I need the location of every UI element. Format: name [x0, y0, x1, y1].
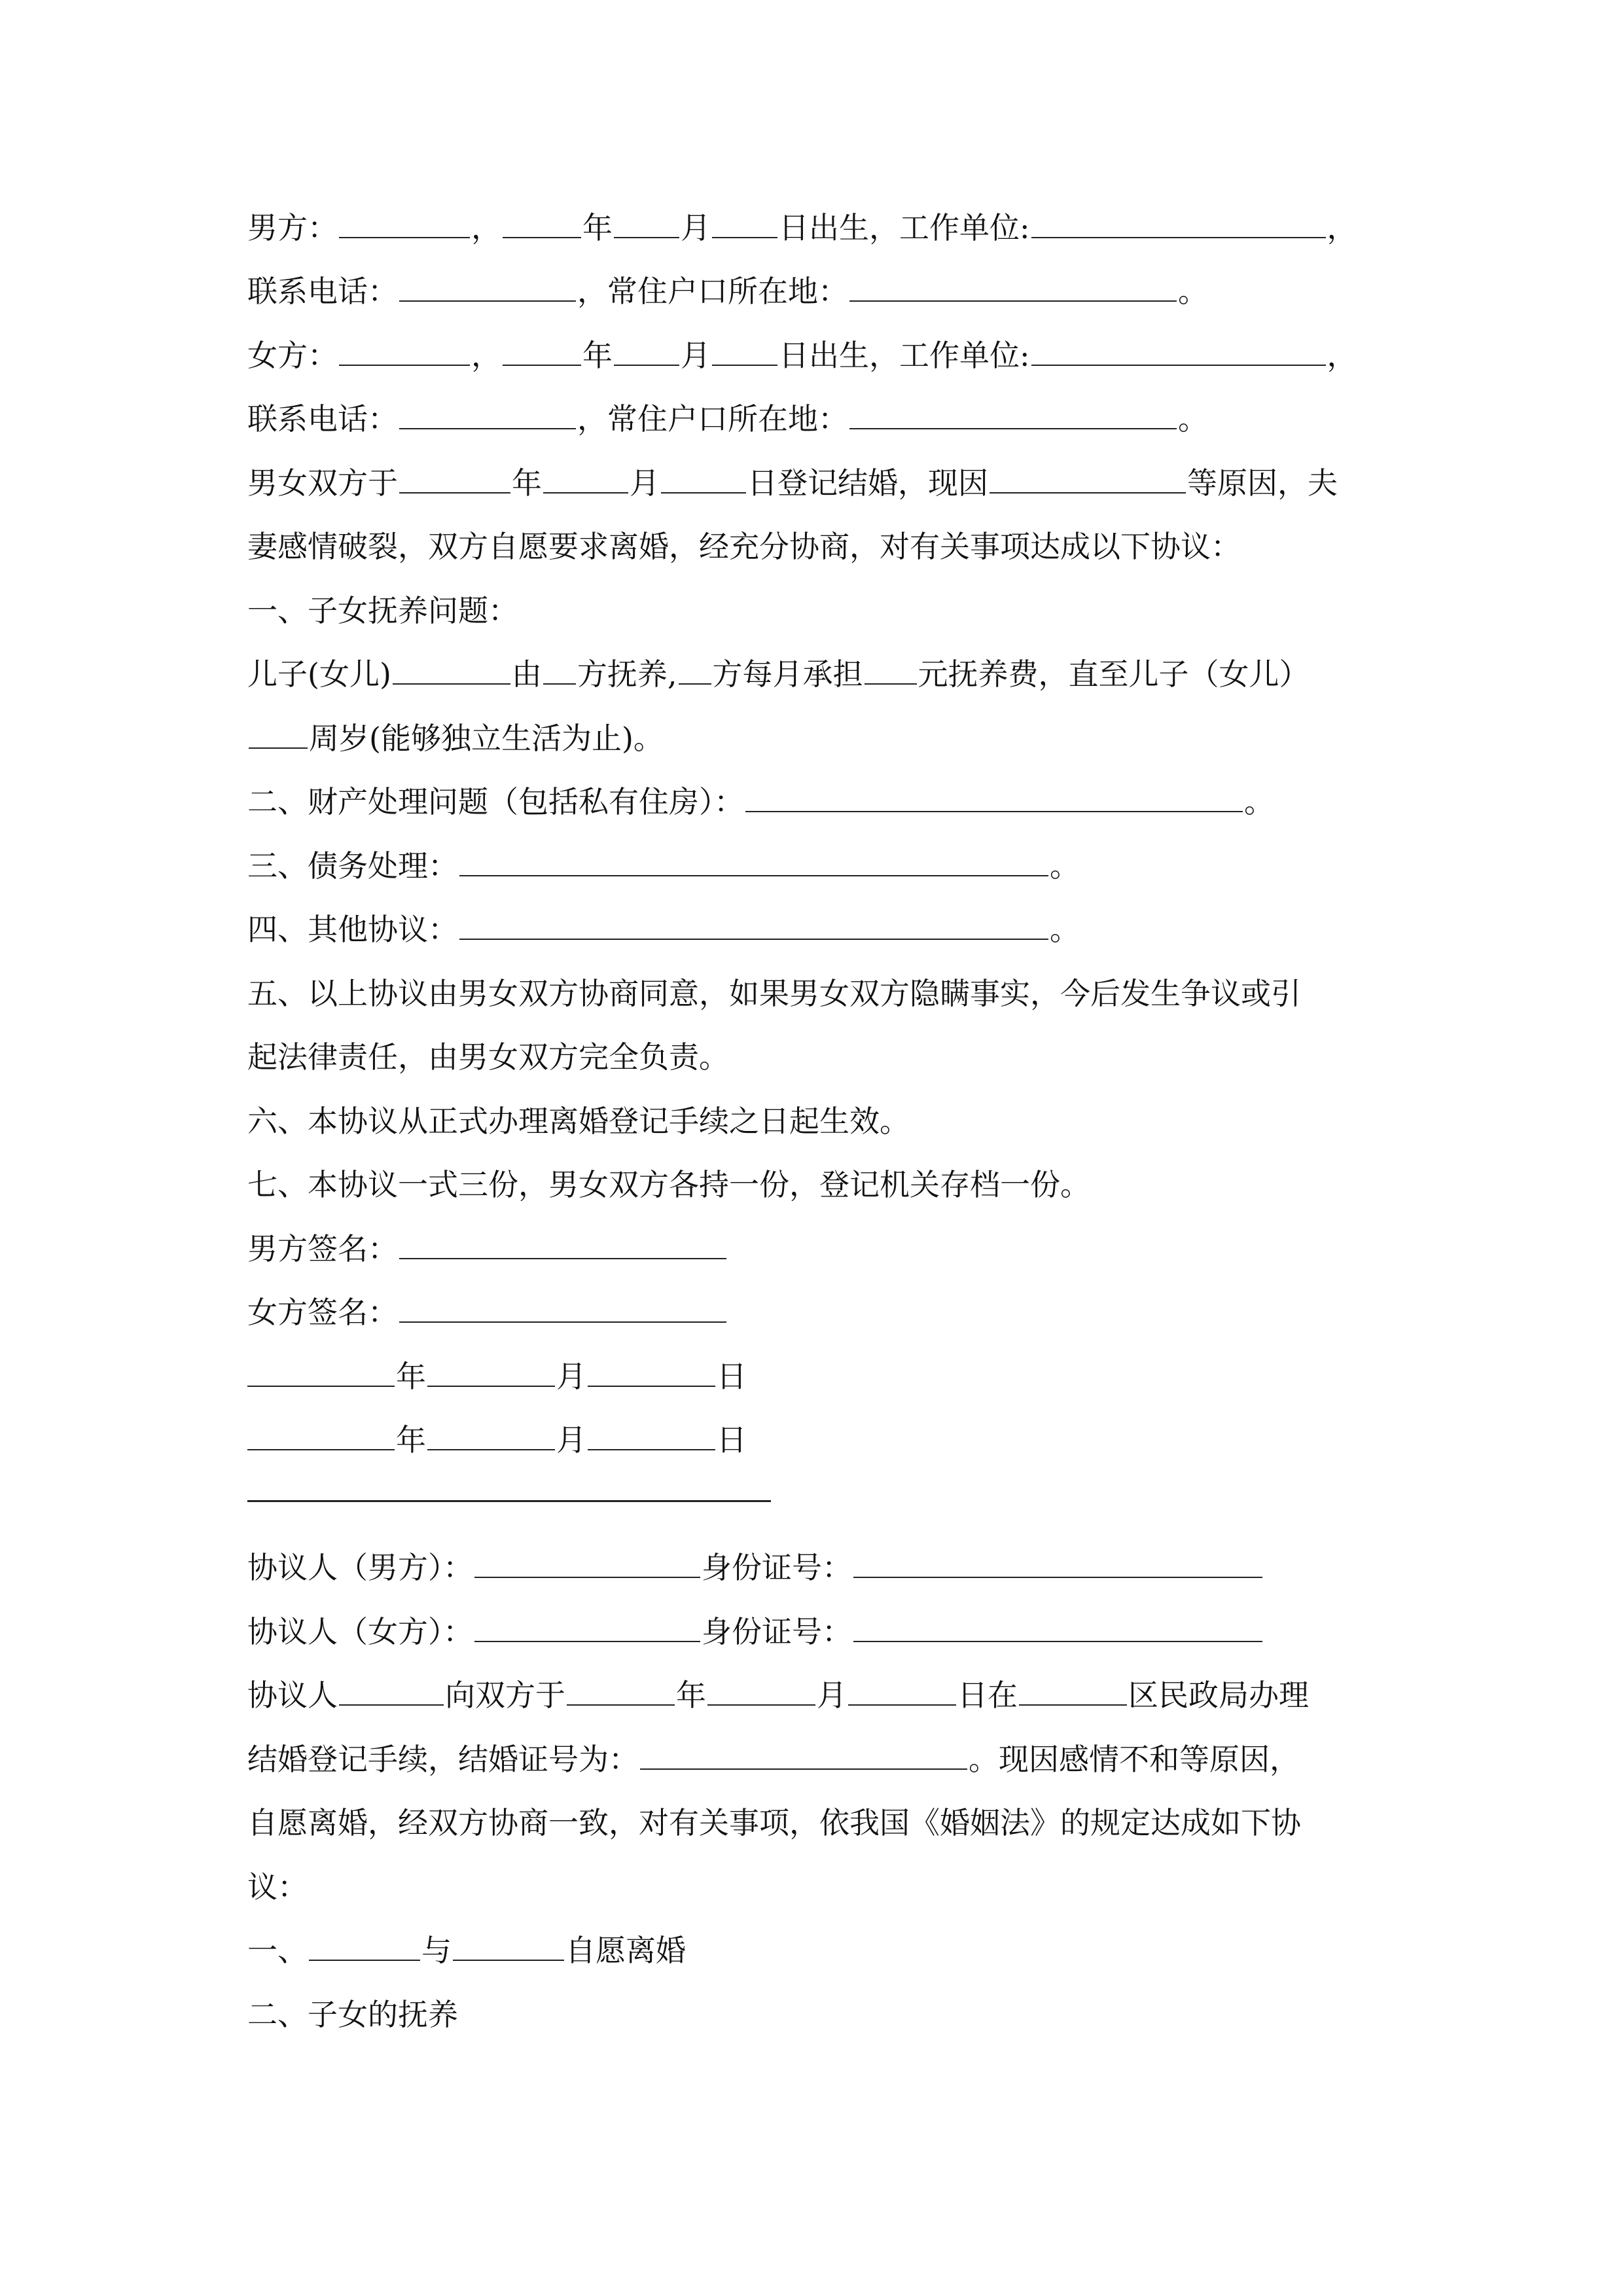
marriage-day-blank[interactable]	[661, 463, 746, 493]
party-blank[interactable]	[339, 1676, 444, 1706]
label: 女方签名：	[247, 1295, 398, 1330]
label: 男方签名：	[247, 1231, 398, 1266]
date-month-blank[interactable]	[427, 1357, 555, 1387]
text: 月	[556, 1359, 586, 1394]
text: 日出生，工作单位:	[779, 210, 1030, 245]
paragraph-line	[247, 527, 1241, 566]
female-party-name-blank[interactable]	[474, 1612, 700, 1642]
male-party-info-line	[247, 208, 1357, 247]
text: 。	[1244, 784, 1274, 819]
text: 区民政局办理	[1128, 1677, 1309, 1713]
female-birth-month-blank[interactable]	[614, 336, 679, 366]
male-phone-blank[interactable]	[399, 272, 576, 302]
text: 年	[512, 465, 542, 501]
property-line	[247, 782, 1274, 821]
text: 日在	[957, 1677, 1018, 1713]
text: 。	[1178, 274, 1208, 309]
support-amount-blank[interactable]	[865, 655, 917, 685]
paragraph-line	[247, 1037, 729, 1077]
date-year-blank[interactable]	[247, 1420, 395, 1450]
text: 元抚养费，直至儿子（女儿）	[918, 656, 1310, 692]
section-heading-child-custody	[247, 591, 518, 630]
male-employer-blank[interactable]	[1031, 208, 1326, 238]
text: 年	[582, 210, 613, 245]
male-name-blank[interactable]	[339, 208, 470, 238]
male-party-name-blank[interactable]	[474, 1548, 700, 1578]
female-phone-blank[interactable]	[399, 399, 576, 429]
text: 结婚登记手续，结婚证号为：	[247, 1742, 639, 1777]
text: 日	[717, 1422, 747, 1458]
label: 身份证号：	[702, 1614, 852, 1649]
text: 儿子(女儿)	[247, 656, 391, 692]
text: 由	[511, 656, 542, 692]
district-blank[interactable]	[1019, 1676, 1127, 1706]
text: 等原因，夫	[1187, 465, 1338, 501]
label: 男方：	[247, 210, 338, 245]
registration-line	[247, 1676, 1309, 1715]
text: 日出生，工作单位:	[779, 338, 1030, 373]
text: 与	[421, 1933, 452, 1968]
text: ，常住户口所在地：	[577, 274, 848, 309]
debt-line	[247, 846, 1080, 886]
male-birth-month-blank[interactable]	[614, 208, 679, 238]
paragraph-line	[247, 1102, 910, 1141]
marriage-year-blank[interactable]	[399, 463, 510, 493]
date-year-blank[interactable]	[247, 1357, 395, 1387]
custody-party-blank[interactable]	[543, 655, 576, 685]
text: 二、财产处理问题（包括私有住房）：	[247, 784, 744, 819]
male-signature-line	[247, 1229, 728, 1268]
text: 。现因感情不和等原因，	[969, 1742, 1300, 1777]
date-day-blank[interactable]	[588, 1357, 715, 1387]
marriage-date-line	[247, 463, 1338, 503]
text: 年	[676, 1677, 706, 1713]
label: 协议人（女方）：	[247, 1614, 473, 1649]
other-agreement-blank[interactable]	[459, 910, 1048, 940]
marriage-month-blank[interactable]	[543, 463, 628, 493]
text: 七、本协议一式三份，男女双方各持一份，登记机关存档一份。	[247, 1167, 1090, 1202]
paragraph-line	[247, 1165, 1090, 1204]
text: 协议人	[247, 1677, 338, 1713]
female-birth-year-blank[interactable]	[503, 336, 581, 366]
agreement-party-female-line	[247, 1612, 1264, 1651]
text: 日登记结婚，现因	[747, 465, 988, 501]
text: ，	[1327, 338, 1357, 373]
debt-blank[interactable]	[459, 846, 1048, 876]
text: 二、子女的抚养	[247, 1997, 458, 2032]
section-heading-child-support	[247, 1995, 458, 2034]
text: 月	[681, 210, 711, 245]
label: 身份证号：	[702, 1550, 852, 1585]
label: 女方：	[247, 338, 338, 373]
text: 向双方于	[445, 1677, 565, 1713]
text: ，	[1327, 210, 1357, 245]
text: 年	[396, 1359, 426, 1394]
text: 起法律责任，由男女双方完全负责。	[247, 1039, 729, 1075]
text: 月	[630, 465, 660, 501]
male-contact-line	[247, 272, 1208, 311]
male-signature-blank[interactable]	[399, 1229, 726, 1259]
date-line	[247, 1420, 747, 1460]
text: 年	[582, 338, 613, 373]
text: 日	[717, 1359, 747, 1394]
payer-party-blank[interactable]	[679, 655, 711, 685]
text: 妻感情破裂，双方自愿要求离婚，经充分协商，对有关事项达成以下协议：	[247, 529, 1241, 564]
reg-day-blank[interactable]	[848, 1676, 956, 1706]
text: 五、以上协议由男女双方协商同意，如果男女双方隐瞒事实，今后发生争议或引	[247, 976, 1301, 1011]
male-birth-day-blank[interactable]	[712, 208, 777, 238]
female-signature-line	[247, 1293, 728, 1332]
text: 月	[681, 338, 711, 373]
paragraph-line	[247, 1803, 1301, 1842]
party-one-blank[interactable]	[309, 1931, 420, 1961]
female-name-blank[interactable]	[339, 336, 470, 366]
paragraph-line	[247, 974, 1301, 1013]
text: 三、债务处理：	[247, 848, 458, 884]
female-employer-blank[interactable]	[1031, 336, 1326, 366]
text: 月	[817, 1677, 847, 1713]
text: ，	[471, 338, 501, 373]
female-signature-blank[interactable]	[399, 1293, 726, 1323]
reg-year-blank[interactable]	[567, 1676, 675, 1706]
label: 联系电话：	[247, 401, 398, 437]
child-age-line	[247, 719, 664, 758]
text: 月	[556, 1422, 586, 1458]
text: 年	[396, 1422, 426, 1458]
other-agreement-line	[247, 910, 1080, 949]
text: 。	[1178, 401, 1208, 437]
certificate-number-blank[interactable]	[640, 1740, 967, 1770]
text: 周岁(能够独立生活为止)。	[309, 721, 664, 756]
text: 自愿离婚	[565, 1933, 686, 1968]
divorce-parties-line	[247, 1931, 686, 1970]
text: ，	[471, 210, 501, 245]
reason-blank[interactable]	[990, 463, 1186, 493]
date-day-blank[interactable]	[588, 1420, 715, 1450]
child-age-blank[interactable]	[249, 719, 308, 749]
male-id-number-blank[interactable]	[853, 1548, 1262, 1578]
male-birth-year-blank[interactable]	[503, 208, 581, 238]
agreement-party-male-line	[247, 1548, 1264, 1587]
text: 。	[1050, 848, 1080, 884]
text: 议：	[247, 1869, 308, 1905]
date-month-blank[interactable]	[427, 1420, 555, 1450]
property-blank[interactable]	[745, 782, 1243, 812]
child-name-blank[interactable]	[393, 655, 510, 685]
child-custody-line	[247, 655, 1310, 694]
label: 协议人（男方）：	[247, 1550, 473, 1585]
text: 。	[1050, 912, 1080, 947]
text: 一、子女抚养问题：	[247, 593, 518, 628]
party-two-blank[interactable]	[453, 1931, 564, 1961]
text: 四、其他协议：	[247, 912, 458, 947]
reg-month-blank[interactable]	[707, 1676, 815, 1706]
text: ，常住户口所在地：	[577, 401, 848, 437]
text: 六、本协议从正式办理离婚登记手续之日起生效。	[247, 1103, 910, 1139]
female-birth-day-blank[interactable]	[712, 336, 777, 366]
label: 联系电话：	[247, 274, 398, 309]
text: 方抚养,	[577, 656, 677, 692]
paragraph-line	[247, 1867, 308, 1907]
female-party-info-line	[247, 336, 1357, 375]
text: 男女双方于	[247, 465, 398, 501]
text: 方每月承担	[712, 656, 863, 692]
date-line	[247, 1357, 747, 1396]
male-residence-blank[interactable]	[849, 272, 1177, 302]
marriage-certificate-line	[247, 1740, 1300, 1779]
text: 自愿离婚，经双方协商一致，对有关事项，依我国《婚姻法》的规定达成如下协	[247, 1805, 1301, 1840]
text: 一、	[247, 1933, 308, 1968]
female-contact-line	[247, 399, 1208, 439]
female-id-number-blank[interactable]	[853, 1612, 1262, 1642]
separator-line	[247, 1500, 771, 1502]
female-residence-blank[interactable]	[849, 399, 1177, 429]
